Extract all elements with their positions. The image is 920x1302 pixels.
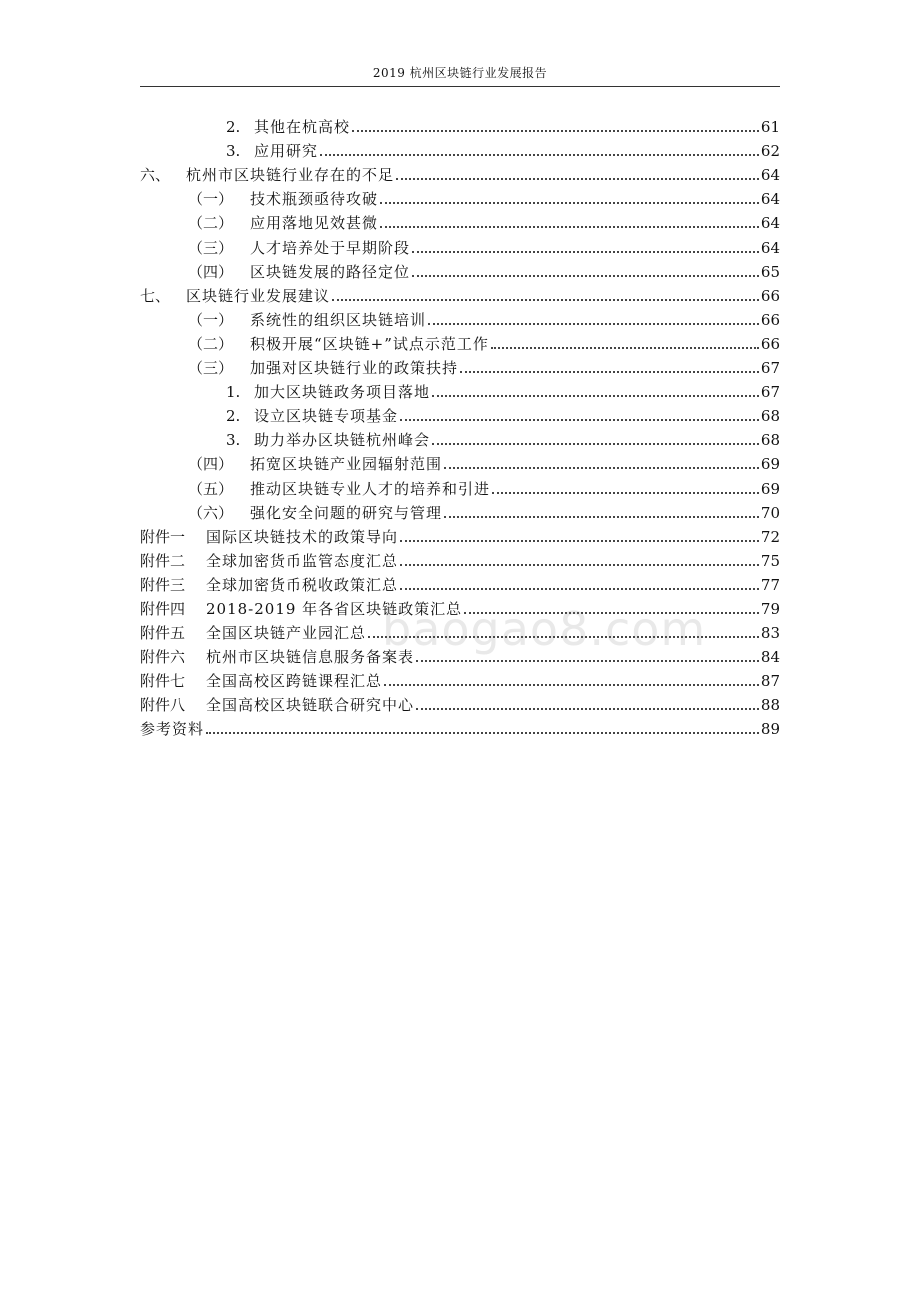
toc-entry[interactable] bbox=[140, 402, 780, 426]
toc-entry-title: 杭州市区块链信息服务备案表 bbox=[206, 648, 415, 667]
toc-entry-page: 62 bbox=[760, 142, 780, 161]
toc-entry-number: （四） bbox=[188, 455, 234, 474]
toc-entry-number: 1. bbox=[226, 383, 241, 402]
toc-entry[interactable] bbox=[140, 523, 780, 547]
toc-dot-leader bbox=[432, 443, 759, 445]
toc-entry-number: 3. bbox=[226, 142, 241, 161]
toc-entry-page: 66 bbox=[760, 334, 780, 353]
toc-dot-leader bbox=[380, 202, 759, 204]
toc-dot-leader bbox=[432, 395, 759, 397]
toc-entry-title: 全国高校区块链联合研究中心 bbox=[206, 696, 415, 715]
toc-entry-title: 杭州市区块链行业存在的不足 bbox=[186, 166, 395, 185]
toc-entry[interactable] bbox=[140, 426, 780, 450]
toc-entry-number: 附件三 bbox=[140, 575, 186, 594]
toc-entry-title: 全球加密货币监管态度汇总 bbox=[206, 551, 399, 570]
toc-dot-leader bbox=[491, 347, 759, 349]
toc-entry-title: 参考资料 bbox=[140, 720, 205, 739]
toc-entry-title: 全国区块链产业园汇总 bbox=[206, 624, 367, 643]
toc-entry[interactable] bbox=[140, 715, 780, 739]
toc-entry-title: 设立区块链专项基金 bbox=[254, 407, 399, 426]
toc-entry-page: 61 bbox=[760, 118, 780, 137]
toc-entry-page: 64 bbox=[760, 190, 780, 209]
toc-entry-number: （四） bbox=[188, 262, 234, 281]
toc-dot-leader bbox=[396, 178, 759, 180]
toc-entry[interactable] bbox=[140, 571, 780, 595]
toc-dot-leader bbox=[464, 612, 759, 614]
toc-entry-page: 64 bbox=[760, 238, 780, 257]
toc-entry-title: 人才培养处于早期阶段 bbox=[250, 238, 411, 257]
toc-dot-leader bbox=[460, 371, 759, 373]
toc-entry-page: 66 bbox=[760, 286, 780, 305]
toc-entry-page: 67 bbox=[760, 383, 780, 402]
toc-entry-number: （六） bbox=[188, 503, 234, 522]
toc-entry-number: （二） bbox=[188, 214, 234, 233]
toc-dot-leader bbox=[412, 275, 759, 277]
toc-entry[interactable] bbox=[140, 282, 780, 306]
toc-entry-number: （三） bbox=[188, 359, 234, 378]
toc-dot-leader bbox=[332, 299, 759, 301]
toc-entry-title: 全国高校区跨链课程汇总 bbox=[206, 672, 383, 691]
table-of-contents bbox=[140, 113, 780, 739]
toc-entry-title: 系统性的组织区块链培训 bbox=[250, 310, 427, 329]
toc-dot-leader bbox=[400, 419, 759, 421]
toc-entry[interactable] bbox=[140, 354, 780, 378]
toc-entry-page: 83 bbox=[760, 624, 780, 643]
toc-dot-leader bbox=[400, 588, 759, 590]
toc-entry-page: 68 bbox=[760, 431, 780, 450]
toc-entry-title: 拓宽区块链产业园辐射范围 bbox=[250, 455, 443, 474]
toc-entry-title: 加大区块链政务项目落地 bbox=[254, 383, 431, 402]
toc-entry-number: （五） bbox=[188, 479, 234, 498]
toc-entry-number: 附件六 bbox=[140, 648, 186, 667]
toc-entry-number: 六、 bbox=[140, 166, 171, 185]
toc-entry-page: 75 bbox=[760, 551, 780, 570]
toc-dot-leader bbox=[492, 492, 759, 494]
toc-entry-title: 应用落地见效甚微 bbox=[250, 214, 379, 233]
toc-entry-number: 附件四 bbox=[140, 599, 186, 618]
toc-entry[interactable] bbox=[140, 258, 780, 282]
header-rule bbox=[140, 86, 780, 87]
toc-entry-page: 88 bbox=[760, 696, 780, 715]
toc-dot-leader bbox=[444, 516, 759, 518]
toc-dot-leader bbox=[412, 251, 759, 253]
toc-entry-number: 3. bbox=[226, 431, 241, 450]
toc-entry-page: 72 bbox=[760, 527, 780, 546]
toc-entry-number: （三） bbox=[188, 238, 234, 257]
toc-entry-page: 68 bbox=[760, 407, 780, 426]
toc-entry-title: 2018-2019 年各省区块链政策汇总 bbox=[206, 599, 463, 618]
toc-entry-page: 89 bbox=[760, 720, 780, 739]
toc-entry[interactable] bbox=[140, 330, 780, 354]
page-header: 2019 杭州区块链行业发展报告 bbox=[372, 66, 548, 80]
toc-entry-number: 2. bbox=[226, 407, 241, 426]
toc-entry[interactable] bbox=[140, 161, 780, 185]
toc-entry[interactable] bbox=[140, 643, 780, 667]
toc-entry[interactable] bbox=[140, 595, 780, 619]
toc-entry[interactable] bbox=[140, 306, 780, 330]
toc-entry-page: 64 bbox=[760, 166, 780, 185]
watermark: baogao8.com bbox=[382, 602, 707, 656]
toc-entry-title: 其他在杭高校 bbox=[254, 118, 351, 137]
toc-entry[interactable] bbox=[140, 233, 780, 257]
toc-entry-number: （一） bbox=[188, 310, 234, 329]
toc-entry-page: 77 bbox=[760, 575, 780, 594]
toc-entry[interactable] bbox=[140, 547, 780, 571]
toc-entry-title: 技术瓶颈亟待攻破 bbox=[250, 190, 379, 209]
toc-entry-title: 强化安全问题的研究与管理 bbox=[250, 503, 443, 522]
toc-entry-page: 66 bbox=[760, 310, 780, 329]
toc-entry-page: 64 bbox=[760, 214, 780, 233]
toc-dot-leader bbox=[416, 660, 759, 662]
toc-entry-page: 84 bbox=[760, 648, 780, 667]
toc-entry-number: 附件二 bbox=[140, 551, 186, 570]
toc-entry[interactable] bbox=[140, 691, 780, 715]
toc-entry[interactable] bbox=[140, 209, 780, 233]
toc-entry-page: 67 bbox=[760, 359, 780, 378]
toc-entry[interactable] bbox=[140, 619, 780, 643]
toc-dot-leader bbox=[368, 636, 759, 638]
toc-entry-title: 国际区块链技术的政策导向 bbox=[206, 527, 399, 546]
toc-dot-leader bbox=[352, 130, 759, 132]
toc-dot-leader bbox=[444, 467, 759, 469]
toc-entry-page: 69 bbox=[760, 455, 780, 474]
toc-entry[interactable] bbox=[140, 667, 780, 691]
toc-entry[interactable] bbox=[140, 450, 780, 474]
toc-entry-number: （二） bbox=[188, 334, 234, 353]
toc-entry-title: 应用研究 bbox=[254, 142, 319, 161]
toc-entry-title: 区块链发展的路径定位 bbox=[250, 262, 411, 281]
toc-entry-number: 附件七 bbox=[140, 672, 186, 691]
toc-entry-title: 积极开展“区块链+”试点示范工作 bbox=[250, 334, 489, 353]
toc-entry-page: 87 bbox=[760, 672, 780, 691]
toc-dot-leader bbox=[428, 323, 759, 325]
toc-entry-number: 2. bbox=[226, 118, 241, 137]
toc-entry-number: 附件五 bbox=[140, 624, 186, 643]
toc-dot-leader bbox=[400, 540, 759, 542]
toc-entry-title: 推动区块链专业人才的培养和引进 bbox=[250, 479, 491, 498]
toc-entry[interactable] bbox=[140, 185, 780, 209]
toc-dot-leader bbox=[384, 684, 759, 686]
toc-entry-page: 79 bbox=[760, 599, 780, 618]
toc-entry-page: 69 bbox=[760, 479, 780, 498]
toc-entry[interactable] bbox=[140, 137, 780, 161]
toc-entry[interactable] bbox=[140, 378, 780, 402]
toc-entry[interactable] bbox=[140, 474, 780, 498]
toc-entry-title: 全球加密货币税收政策汇总 bbox=[206, 575, 399, 594]
toc-dot-leader bbox=[206, 732, 759, 734]
toc-entry[interactable] bbox=[140, 499, 780, 523]
toc-dot-leader bbox=[320, 154, 759, 156]
toc-entry-title: 区块链行业发展建议 bbox=[186, 286, 331, 305]
toc-entry[interactable] bbox=[140, 113, 780, 137]
toc-entry-title: 加强对区块链行业的政策扶持 bbox=[250, 359, 459, 378]
toc-entry-number: 七、 bbox=[140, 286, 171, 305]
toc-entry-number: 附件八 bbox=[140, 696, 186, 715]
toc-entry-title: 助力举办区块链杭州峰会 bbox=[254, 431, 431, 450]
toc-dot-leader bbox=[400, 564, 759, 566]
toc-dot-leader bbox=[416, 708, 759, 710]
toc-entry-number: （一） bbox=[188, 190, 234, 209]
toc-entry-number: 附件一 bbox=[140, 527, 186, 546]
toc-entry-page: 70 bbox=[760, 503, 780, 522]
toc-dot-leader bbox=[380, 226, 759, 228]
toc-entry-page: 65 bbox=[760, 262, 780, 281]
